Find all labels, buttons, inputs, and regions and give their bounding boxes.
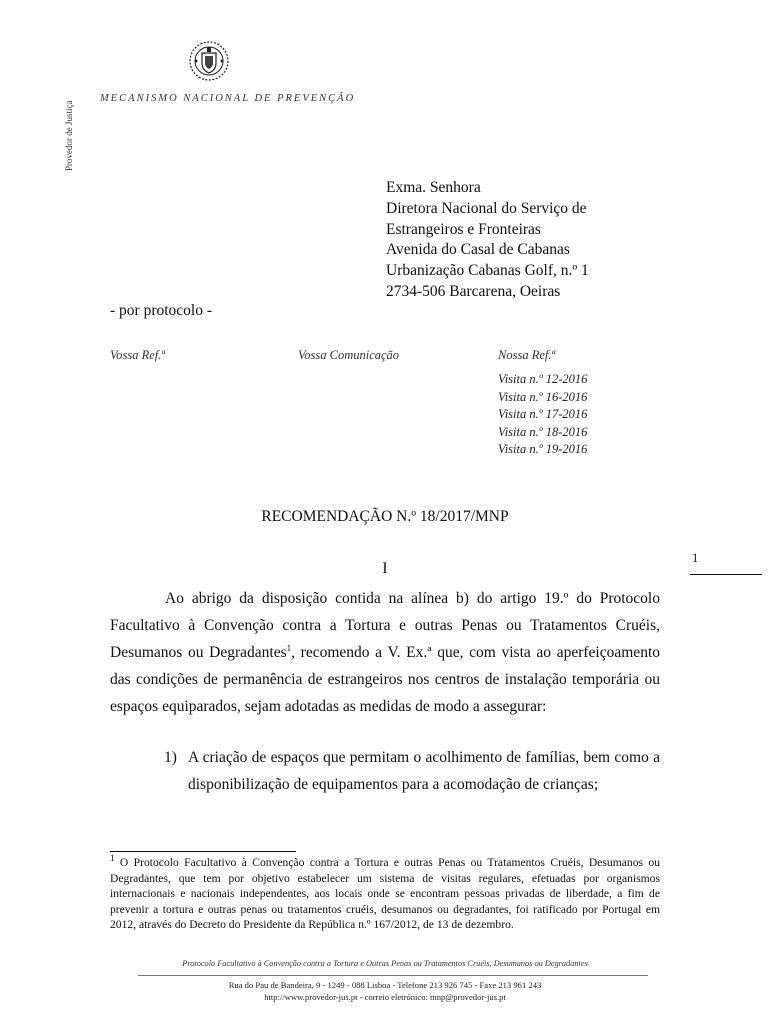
paragraph-text: Ao abrigo da disposição contida na alínea b) do artigo 19.º do Protocolo Facultativo à Convenção contra a Tortura e outras Penas ou Tratamentos Cruéis, Desumanos ou Degradantes xyxy=(110,590,660,661)
footnote-separator xyxy=(110,851,296,852)
footer-title: Protocolo Facultativo à Convenção contra a Tortura e Outras Penas ou Tratamentos Cruéis, Desumanos ou Degradantes xyxy=(182,959,588,968)
visit-reference: Visita n.º 12-2016 xyxy=(498,372,588,386)
footnote-reference[interactable]: 1 xyxy=(286,642,292,653)
footer-web-email[interactable]: http://www.provedor-jus.pt - correio eletrónico: mnp@provedor-jus.pt xyxy=(264,992,506,1002)
vossa-ref-label: Vossa Ref.ª xyxy=(110,348,165,362)
footnote-mark: 1 xyxy=(110,853,115,864)
recipient-address xyxy=(386,178,589,303)
organization-name: MECANISMO NACIONAL DE PREVENÇÃO xyxy=(100,93,356,104)
side-label: Provedor de Justiça xyxy=(64,100,74,172)
list-item-number: 1) xyxy=(164,749,177,766)
address-line: Urbanização Cabanas Golf, n.º 1 xyxy=(386,262,589,280)
recommendation-title: RECOMENDAÇÃO N.º 18/2017/MNP xyxy=(261,508,509,525)
vossa-comunicacao-label: Vossa Comunicação xyxy=(298,348,400,362)
body-paragraph xyxy=(110,585,660,720)
footer-address: Rua do Pau de Bandeira, 9 - 1249 - 088 Lisboa - Telefone 213 926 745 - Faxe 213 961 243 xyxy=(228,980,542,990)
address-line: 2734-506 Barcarena, Oeiras xyxy=(386,282,561,300)
footnote-text: O Protocolo Facultativo à Convenção contra a Tortura e outras Penas ou Tratamentos Cruéis, Desumanos ou Degradantes, que tem por objetivo estabelecer um sistema de visitas regulares, efetuadas por organismos internacionais e nacionais independentes, aos locais onde se encontram pessoas privadas de liberdade, a fim de prevenir a tortura e outras penas ou tratamentos cruéis, desumanos ou degradantes, foi ratificado por Portugal em 2012, através do Decreto do Presidente da República n.º 167/2012, de 13 de dezembro. xyxy=(110,856,660,931)
delivery-method: - por protocolo - xyxy=(110,302,213,319)
visit-reference: Visita n.º 19-2016 xyxy=(498,442,588,456)
coat-of-arms-icon xyxy=(188,40,230,82)
list-item xyxy=(164,744,660,798)
paragraph-text: , recomendo a V. Ex.ª que, com vista ao aperfeiçoamento das condições de permanência de estrangeiros nos centros de instalação temporária ou espaços equiparados, sejam adotadas as medidas de modo a assegurar: xyxy=(110,644,660,715)
address-line: Exma. Senhora xyxy=(386,179,481,196)
section-number: I xyxy=(382,560,388,577)
visit-references xyxy=(498,371,587,459)
visit-reference: Visita n.º 16-2016 xyxy=(498,389,588,404)
footnote xyxy=(110,855,660,933)
address-line: Diretora Nacional do Serviço de xyxy=(386,199,587,217)
address-line: Estrangeiros e Fronteiras xyxy=(386,220,541,238)
visit-reference: Visita n.º 17-2016 xyxy=(498,407,588,421)
list-item-text: A criação de espaços que permitam o acolhimento de famílias, bem como a disponibilização de equipamentos para a acomodação de crianças; xyxy=(188,749,660,793)
footer-contacts xyxy=(0,979,770,1003)
visit-reference: Visita n.º 18-2016 xyxy=(498,424,588,439)
footer-rule xyxy=(138,975,648,976)
nossa-ref-label: Nossa Ref.ª xyxy=(498,348,555,362)
address-line: Avenida do Casal de Cabanas xyxy=(386,241,570,259)
page-number: 1 xyxy=(692,551,699,565)
